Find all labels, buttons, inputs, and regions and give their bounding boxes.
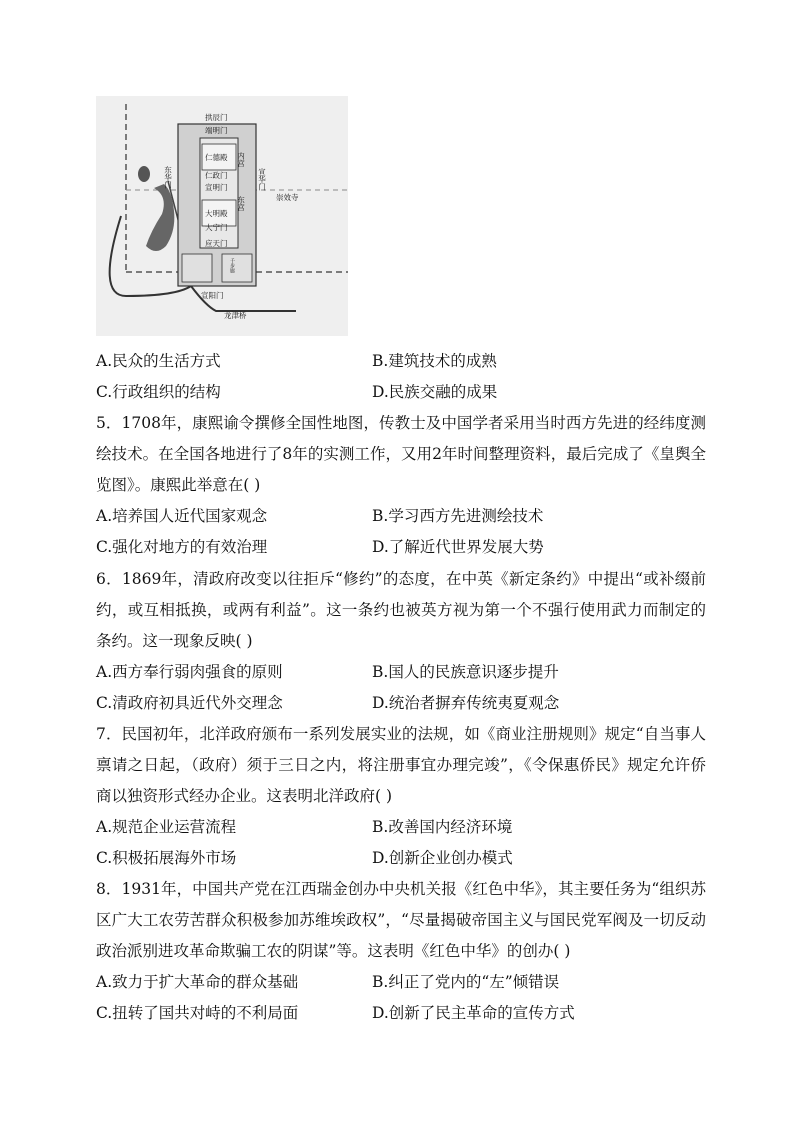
label-hall-1: 仁德殿 — [205, 153, 228, 162]
q6-option-c[interactable]: C.清政府初具近代外交理念 — [96, 694, 283, 712]
palace-layout-map — [96, 96, 348, 336]
label-gate-6: 应天门 — [205, 239, 228, 248]
label-east-palace: 东宫 — [236, 196, 246, 211]
q7-option-d[interactable]: D.创新企业创办模式 — [372, 849, 513, 867]
label-gate-2: 端明门 — [205, 126, 228, 135]
q5-option-c[interactable]: C.强化对地方的有效治理 — [96, 538, 268, 556]
q8-option-c[interactable]: C.扭转了国共对峙的不利局面 — [96, 1004, 299, 1022]
label-inner-small: 千步廊 — [229, 258, 235, 273]
q8-option-b[interactable]: B.纠正了党内的“左”倾错误 — [372, 973, 560, 991]
q8-option-a[interactable]: A.致力于扩大革命的群众基础 — [96, 973, 299, 991]
label-south-gate: 宣阳门 — [201, 291, 224, 300]
label-gate-4: 宣明门 — [205, 183, 228, 192]
q5-option-a[interactable]: A.培养国人近代国家观念 — [96, 507, 268, 525]
q4-option-b[interactable]: B.建筑技术的成熟 — [372, 352, 497, 370]
question-8 — [96, 874, 706, 1029]
q5-option-b[interactable]: B.学习西方先进测绘技术 — [372, 507, 544, 525]
label-gate-3: 仁政门 — [205, 171, 228, 180]
lower-box-right — [222, 254, 252, 282]
q6-stem: 6．1869年，清政府改变以往拒斥“修约”的态度，在中英《新定条约》中提出“或补缀前约，或互相抵换，或两有利益”。这一条约也被英方视为第一个不强行使用武力而制定的条约。这一现象反映( ) — [96, 570, 706, 650]
label-west-gate: 宣华门 — [257, 168, 267, 191]
label-gate-top: 拱辰门 — [205, 113, 228, 122]
q7-option-b[interactable]: B.改善国内经济环境 — [372, 818, 513, 836]
question-6 — [96, 564, 706, 719]
label-gate-5: 大宁门 — [205, 223, 228, 232]
q4-option-a[interactable]: A.民众的生活方式 — [96, 352, 221, 370]
q5-options — [96, 501, 706, 563]
q7-options — [96, 812, 706, 874]
q4-option-c[interactable]: C.行政组织的结构 — [96, 383, 221, 401]
q8-option-d[interactable]: D.创新了民主革命的宣传方式 — [372, 1004, 575, 1022]
q7-option-a[interactable]: A.规范企业运营流程 — [96, 818, 237, 836]
label-temple: 崇效寺 — [276, 193, 299, 202]
q6-option-b[interactable]: B.国人的民族意识逐步提升 — [372, 663, 559, 681]
label-bridge: 龙津桥 — [224, 311, 247, 320]
q6-option-d[interactable]: D.统治者摒弃传统夷夏观念 — [372, 694, 560, 712]
q6-option-a[interactable]: A.西方奉行弱肉强食的原则 — [96, 663, 283, 681]
q8-options — [96, 967, 706, 1029]
lake-small — [138, 166, 150, 182]
q5-option-d[interactable]: D.了解近代世界发展大势 — [372, 538, 544, 556]
q7-option-c[interactable]: C.积极拓展海外市场 — [96, 849, 237, 867]
question-5 — [96, 408, 706, 563]
q8-stem: 8．1931年，中国共产党在江西瑞金创办中央机关报《红色中华》，其主要任务为“组织苏区广大工农劳苦群众积极参加苏维埃政权”，“尽量揭破帝国主义与国民党军阀及一切反动政治派别进攻革命欺骗工农的阴谋”等。这表明《红色中华》的创办( ) — [96, 880, 706, 960]
label-inner-palace: 内宫 — [236, 152, 246, 167]
label-east-gate: 东华门 — [163, 166, 173, 189]
q4-options — [96, 346, 706, 408]
q4-option-d[interactable]: D.民族交融的成果 — [372, 383, 498, 401]
lower-box-left — [182, 254, 212, 282]
question-7 — [96, 719, 706, 874]
q7-stem: 7．民国初年，北洋政府颁布一系列发展实业的法规，如《商业注册规则》规定“自当事人禀请之日起，（政府）须于三日之内，将注册事宜办理完竣”，《令保惠侨民》规定允许侨商以独资形式经办企业。这表明北洋政府( ) — [96, 725, 706, 805]
question-4 — [96, 346, 706, 408]
q6-options — [96, 657, 706, 719]
label-hall-2: 大明殿 — [205, 209, 228, 218]
q5-stem: 5．1708年，康熙谕令撰修全国性地图，传教士及中国学者采用当时西方先进的经纬度测绘技术。在全国各地进行了8年的实测工作，又用2年时间整理资料，最后完成了《皇舆全览图》。康熙此举意在( ) — [96, 414, 706, 494]
